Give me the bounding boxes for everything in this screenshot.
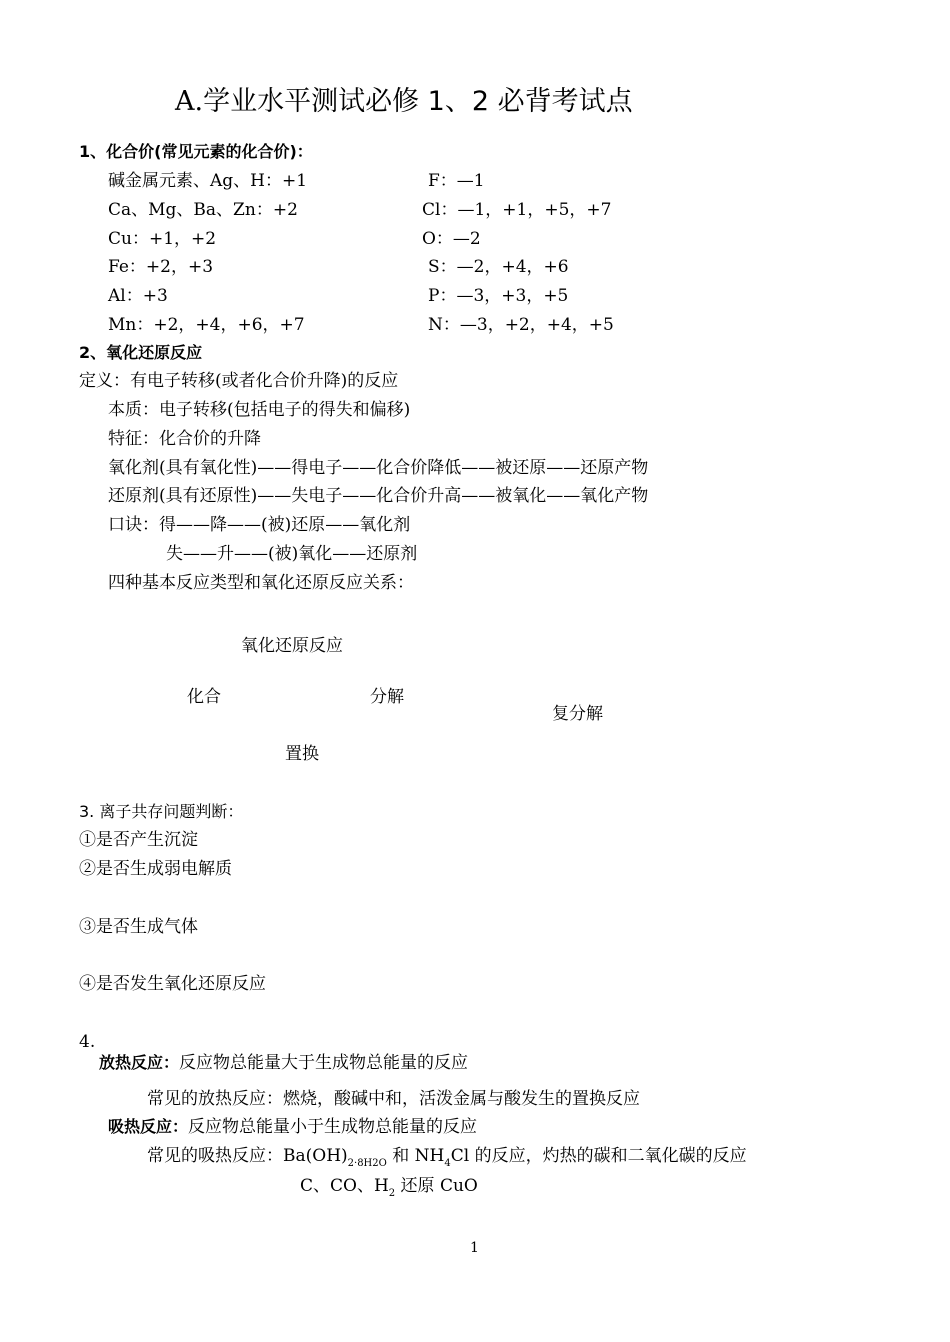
valence-right-3: S：—2，+4，+6 (428, 257, 569, 277)
valence-right-1: Cl：—1，+1，+5，+7 (422, 200, 612, 220)
endothermic-common-prefix: 常见的吸热反应：Ba(OH) (147, 1146, 348, 1166)
redox-essence: 本质：电子转移(包括电子的得失和偏移) (108, 400, 411, 420)
valence-left-2: Cu：+1，+2 (108, 229, 217, 249)
page-title (175, 86, 633, 118)
ion-check-4: ④是否发生氧化还原反应 (79, 974, 266, 994)
title-letter: A. (175, 86, 204, 117)
valence-left-3: Fe：+2，+3 (108, 257, 214, 277)
endothermic-label: 吸热反应： (108, 1117, 189, 1136)
redox-feature: 特征：化合价的升降 (108, 429, 261, 449)
endothermic-definition (108, 1117, 477, 1137)
valence-right-4: P：—3，+3，+5 (428, 286, 569, 306)
ion-check-3: ③是否生成气体 (79, 917, 198, 937)
section3-heading: 3. 离子共存问题判断： (79, 802, 244, 821)
diagram-displacement-label: 置换 (285, 744, 319, 764)
exothermic-text: 反应物总能量大于生成物总能量的反应 (179, 1053, 469, 1073)
valence-right-2: O：—2 (422, 229, 481, 249)
endothermic-common-suffix: Cl 的反应，灼热的碳和二氧化碳的反应 (450, 1146, 747, 1166)
exothermic-common: 常见的放热反应：燃烧，酸碱中和，活泼金属与酸发生的置换反应 (147, 1089, 640, 1109)
endothermic-reduction (300, 1176, 478, 1199)
valence-left-5: Mn：+2，+4，+6，+7 (108, 315, 305, 335)
section4-number: 4. (79, 1032, 96, 1052)
reduction-suffix: 还原 CuO (395, 1176, 478, 1196)
hydrogen-subscript: 2 (388, 1188, 396, 1199)
reaction-relation: 四种基本反应类型和氧化还原反应关系： (108, 573, 414, 593)
endothermic-common-mid: 和 NH (386, 1146, 445, 1166)
section2-heading: 2、氧化还原反应 (79, 343, 203, 362)
endothermic-common (147, 1146, 747, 1169)
ammonium-subscript: 4 (444, 1158, 451, 1169)
exothermic-label: 放热反应： (99, 1053, 180, 1072)
mnemonic-line-1: 口诀：得——降——(被)还原——氧化剂 (108, 515, 411, 535)
diagram-redox-label: 氧化还原反应 (241, 636, 343, 656)
diagram-decomposition-label: 分解 (370, 687, 404, 707)
valence-right-5: N：—3，+2，+4，+5 (428, 315, 614, 335)
mnemonic-line-2: 失——升——(被)氧化——还原剂 (166, 544, 418, 564)
reductant-chain: 还原剂(具有还原性)——失电子——化合价升高——被氧化——氧化产物 (108, 486, 649, 506)
diagram-double-decomposition-label: 复分解 (552, 704, 603, 724)
valence-right-0: F：—1 (428, 171, 485, 191)
ion-check-2: ②是否生成弱电解质 (79, 859, 232, 879)
valence-left-1: Ca、Mg、Ba、Zn：+2 (108, 200, 298, 220)
ion-check-1: ①是否产生沉淀 (79, 830, 198, 850)
section1-heading: 1、化合价(常见元素的化合价)： (79, 142, 313, 161)
valence-left-0: 碱金属元素、Ag、H：+1 (108, 171, 308, 191)
valence-left-4: Al：+3 (108, 286, 168, 306)
hydrate-subscript: 2·8H2O (347, 1158, 387, 1169)
reduction-prefix: C、CO、H (300, 1176, 389, 1196)
title-text: 学业水平测试必修 1、2 必背考试点 (203, 86, 633, 117)
endothermic-text: 反应物总能量小于生成物总能量的反应 (188, 1117, 478, 1137)
oxidant-chain: 氧化剂(具有氧化性)——得电子——化合价降低——被还原——还原产物 (108, 458, 649, 478)
redox-definition: 定义：有电子转移(或者化合价升降)的反应 (79, 371, 399, 391)
diagram-combination-label: 化合 (187, 687, 221, 707)
exothermic-definition (99, 1053, 468, 1073)
page-number: 1 (470, 1240, 479, 1256)
